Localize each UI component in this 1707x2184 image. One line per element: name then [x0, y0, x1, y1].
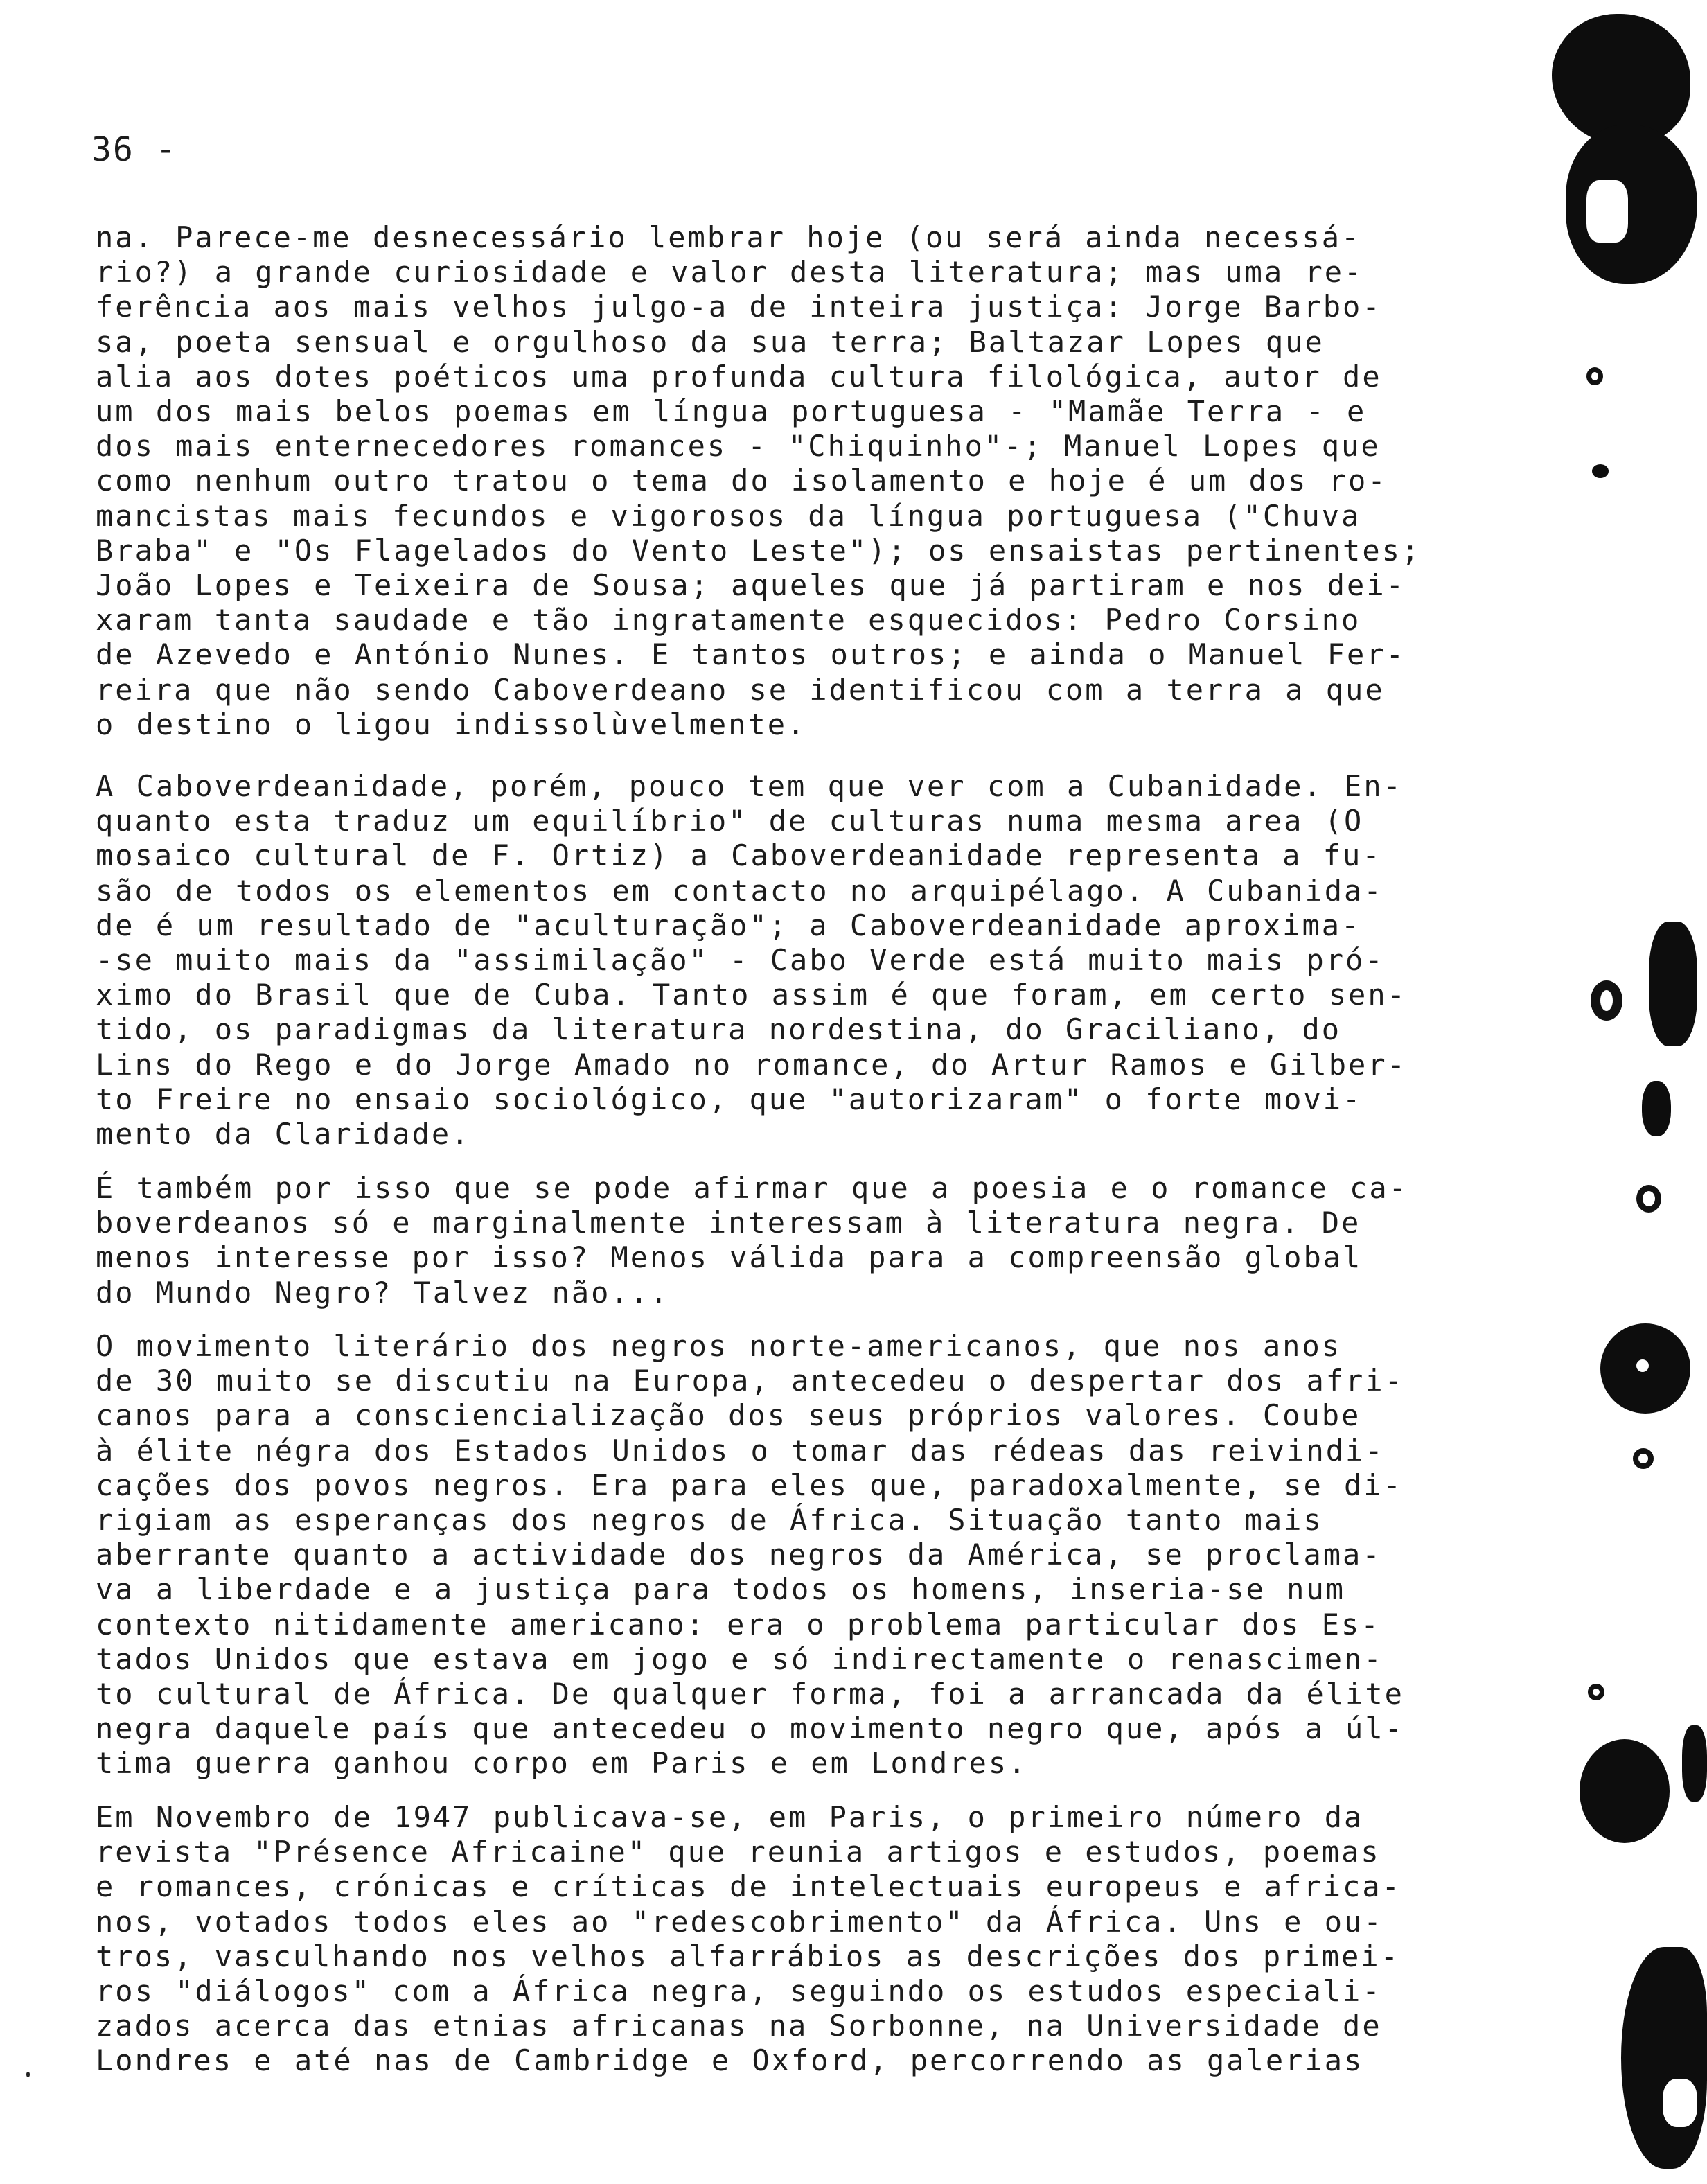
- scan-speck: [1663, 2079, 1697, 2127]
- binding-hole-mark: [1642, 1081, 1671, 1136]
- page-number: 36 -: [91, 130, 177, 169]
- binding-hole-mark: [1649, 922, 1697, 1046]
- binding-hole-mark: [1682, 1725, 1707, 1802]
- binding-ring-mark: [1636, 1185, 1661, 1213]
- paragraph-5: Em Novembro de 1947 publicava-se, em Paris, o primeiro número da revista "Présence Africaine" que reunia artigos e estudos, poemas e romances, crónicas e críticas de intelectuais europeus e africa- nos, votados todos eles ao "redescobrimento" da África. Uns e ou- tros, vasculhando nos velhos alfarrábios as descrições dos primei- ros "diálogos" com a África negra, seguindo os estudos especiali- zados acerca das etnias africanas na Sorbonne, na Universidade de Londres e até nas de Cambridge e Oxford, percorrendo as galerias: [96, 1800, 1401, 2078]
- scan-speck: [26, 2072, 30, 2077]
- binding-hole-mark: [1566, 125, 1697, 284]
- scan-speck: [1586, 180, 1628, 243]
- binding-hole-mark: [1592, 464, 1609, 478]
- binding-ring-mark: [1588, 1684, 1604, 1700]
- paragraph-1: na. Parece-me desnecessário lembrar hoje (ou será ainda necessá- rio?) a grande curiosidade e valor desta literatura; mas uma re- ferência aos mais velhos julgo-a de inteira justiça: Jorge Barbo- sa, poeta sensual e orgulhoso da sua terra; Baltazar Lopes que alia aos dotes poéticos uma profunda cultura filológica, autor de um dos mais belos poemas em língua portuguesa - "Mamãe Terra - e dos mais enternecedores romances - "Chiquinho"-; Manuel Lopes que como nenhum outro tratou o tema do isolamento e hoje é um dos ro- mancistas mais fecundos e vigorosos da língua portuguesa ("Chuva Braba" e "Os Flagelados do Vento Leste"); os ensaistas pertinentes; João Lopes e Teixeira de Sousa; aqueles que já partiram e nos dei- xaram tanta saudade e tão ingratamente esquecidos: Pedro Corsino de Azevedo e António Nunes. E tantos outros; e ainda o Manuel Fer- reira que não sendo Caboverdeano se identificou com a terra a que o destino o ligou indissolùvelmente.: [96, 220, 1422, 741]
- binding-hole-mark: [1621, 1947, 1707, 2169]
- binding-hole-mark: [1580, 1739, 1670, 1843]
- paragraph-4: O movimento literário dos negros norte-americanos, que nos anos de 30 muito se discutiu na Europa, antecedeu o despertar dos afri- canos para a consciencialização dos seus próprios valores. Coube à élite négra dos Estados Unidos o tomar das rédeas das reivindi- cações dos povos negros. Era para eles que, paradoxalmente, se di- rigiam as esperanças dos negros de África. Situação tanto mais aberrante quanto a actividade dos negros da América, se proclama- va a liberdade e a justiça para todos os homens, inseria-se num contexto nitidamente americano: era o problema particular dos Es- tados Unidos que estava em jogo e só indirectamente o renascimen- to cultural de África. De qualquer forma, foi a arrancada da élite negra daquele país que antecedeu o movimento negro que, após a úl- tima guerra ganhou corpo em Paris e em Londres.: [96, 1329, 1404, 1781]
- binding-ring-mark: [1586, 367, 1603, 385]
- binding-ring-mark: [1633, 1448, 1654, 1469]
- paragraph-2: A Caboverdeanidade, porém, pouco tem que ver com a Cubanidade. En- quanto esta traduz um equilíbrio" de culturas numa mesma area (O mosaico cultural de F. Ortiz) a Caboverdeanidade representa a fu- são de todos os elementos em contacto no arquipélago. A Cubanida- de é um resultado de "aculturação"; a Caboverdeanidade aproxima- -se muito mais da "assimilação" - Cabo Verde está muito mais pró- ximo do Brasil que de Cuba. Tanto assim é que foram, em certo sen- tido, os paradigmas da literatura nordestina, do Graciliano, do Lins do Rego e do Jorge Amado no romance, do Artur Ramos e Gilber- to Freire no ensaio sociológico, que "autorizaram" o forte movi- mento da Claridade.: [96, 769, 1407, 1152]
- paragraph-3: É também por isso que se pode afirmar que a poesia e o romance ca- boverdeanos só e marginalmente interessam à literatura negra. De menos interesse por isso? Menos válida para a compreensão global do Mundo Negro? Talvez não...: [96, 1171, 1408, 1310]
- binding-ring-mark: [1591, 980, 1622, 1021]
- scan-speck: [1636, 1359, 1649, 1372]
